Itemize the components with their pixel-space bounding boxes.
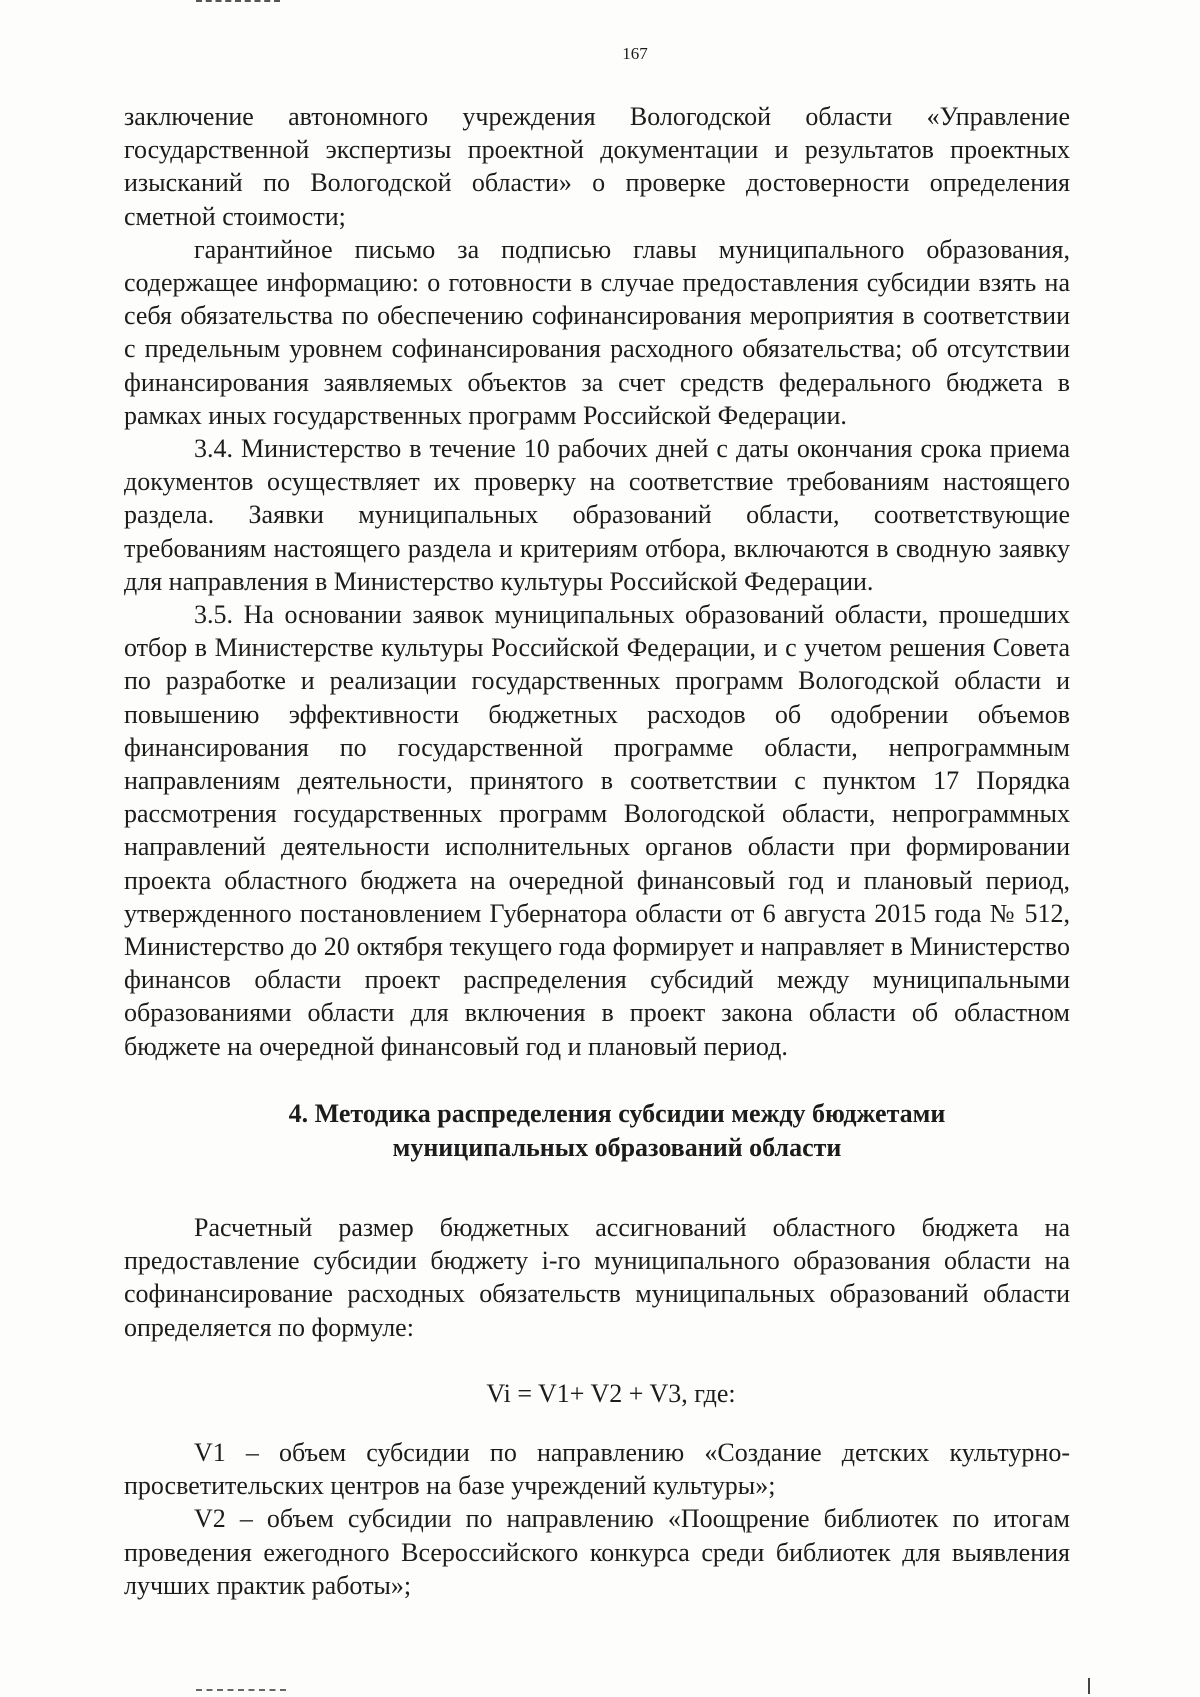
paragraph-3-4: 3.4. Министерство в течение 10 рабочих дней с даты окончания срока приема документов осуществляет их проверку на соответствие требованиям настоящего раздела. Заявки муниципальных образований области, соответствующие требованиям настоящего раздела и критериям отбора, включаются в сводную заявку для направления в Министерство культуры Российской Федерации. xyxy=(124,434,1070,596)
scan-artifact-bottom xyxy=(196,1689,286,1694)
scan-artifact-top xyxy=(196,0,280,5)
paragraph-3-5: 3.5. На основании заявок муниципальных образований области, прошедших отбор в Министерстве культуры Российской Федерации, и с учетом решения Совета по разработке и реализации государственных программ Вологодской области и повышению эффективности бюджетных расходов об одобрении объемов финансирования по государственной программе области, непрограммным направлениям деятельности, принятого в соответствии с пунктом 17 Порядка рассмотрения государственных программ Вологодской области, непрограммных направлений деятельности исполнительных органов области при формировании проекта областного бюджета на очередной финансовый год и плановый период, утвержденного постановлением Губернатора области от 6 августа 2015 года № 512, Министерство до 20 октября текущего года формирует и направляет в Министерство финансов области проект распределения субсидий между муниципальными образованиями области для включения в проект закона области об областном бюджете на очередной финансовый год и плановый период. xyxy=(124,600,1070,1061)
document-body xyxy=(124,100,1070,1602)
paragraph-intro: Расчетный размер бюджетных ассигнований областного бюджета на предоставление субсидии бюджету i-го муниципального образования области на софинансирование расходных обязательств муниципальных образований области определяется по формуле: xyxy=(124,1212,1070,1342)
paragraph-guarantee-letter: гарантийное письмо за подписью главы муниципального образования, содержащее информацию: о готовности в случае предоставления субсидии взять на себя обязательства по обеспечению софинансирования мероприятия в соответствии с предельным уровнем софинансирования расходного обязательства; об отсутствии финансирования заявляемых объектов за счет средств федерального бюджета в рамках иных государственных программ Российской Федерации. xyxy=(124,234,1070,430)
definition-v2: V2 – объем субсидии по направлению «Поощрение библиотек по итогам проведения ежегодного Всероссийского конкурса среди библиотек для выявления лучших практик работы»; xyxy=(124,1504,1070,1600)
definition-v1: V1 – объем субсидии по направлению «Создание детских культурно-просветительских центров на базе учреждений культуры»; xyxy=(124,1437,1070,1501)
section-heading xyxy=(124,1097,1070,1165)
paragraph-expertise-conclusion: заключение автономного учреждения Вологодской области «Управление государственной экспертизы проектной документации и результатов проектных изысканий по Вологодской области» о проверке достоверности определения сметной стоимости; xyxy=(124,102,1070,231)
page-number: 167 xyxy=(622,44,648,63)
section-heading-line2: муниципальных образований области xyxy=(392,1132,842,1162)
formula: Vi = V1+ V2 + V3, где: xyxy=(486,1378,736,1408)
scan-artifact-tick xyxy=(1088,1678,1090,1694)
section-heading-line1: 4. Методика распределения субсидии между бюджетами xyxy=(288,1098,946,1128)
